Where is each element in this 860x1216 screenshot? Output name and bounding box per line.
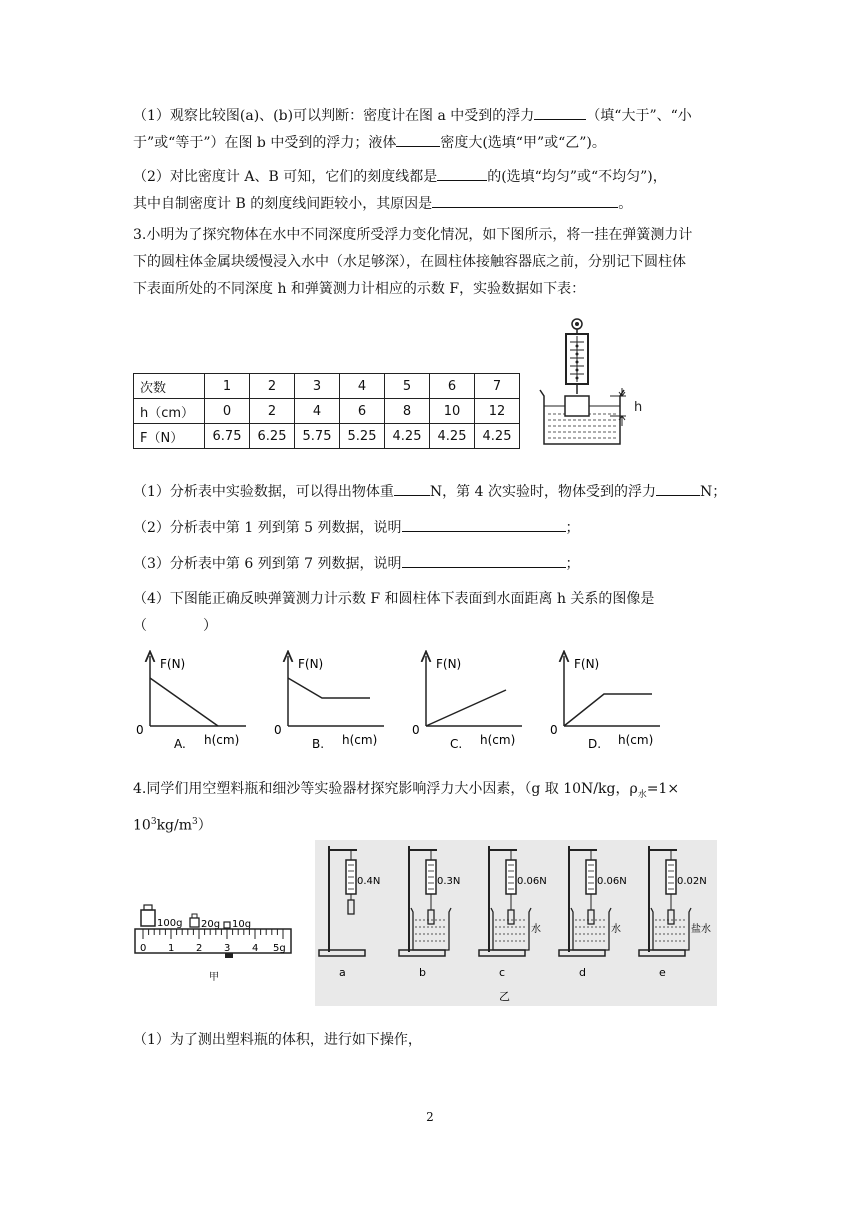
liquid-label: 水	[531, 924, 541, 935]
setup-letter: a	[339, 966, 346, 979]
q3-sub2-text: （2）分析表中第 1 列到第 5 列数据，说明	[133, 520, 402, 536]
graph-b-origin: 0	[274, 723, 282, 737]
q2-p1-text-c: 于”或“等于”）在图 b 中受到的浮力；液体	[133, 135, 397, 151]
graph-d-line	[564, 694, 652, 726]
weight-100g	[141, 910, 155, 926]
graph-a-origin: 0	[136, 723, 144, 737]
answer-blank[interactable]	[402, 516, 566, 532]
table-cell: 2	[250, 399, 295, 424]
table-cell: 0	[205, 399, 250, 424]
weight-20g	[190, 918, 199, 927]
table-header-cell: 4	[340, 374, 385, 399]
table-cell: 4.25	[430, 424, 475, 449]
balance-figure	[133, 896, 295, 988]
table-header-cell: 2	[250, 374, 295, 399]
q3-sub1	[133, 479, 743, 506]
answer-blank[interactable]	[394, 480, 430, 496]
liquid-label: 水	[611, 924, 621, 935]
liquid-label: 盐水	[691, 924, 711, 935]
q3-sub4-choice: （ ）	[133, 618, 217, 634]
graph-c-letter: C.	[450, 737, 463, 751]
table-header-cell: 1	[205, 374, 250, 399]
q4-line-2c: ）	[197, 817, 212, 834]
graph-c-ylabel: F(N)	[436, 657, 462, 671]
answer-blank[interactable]	[432, 192, 618, 208]
q2-p1-text-b: （填“大于”、“小	[586, 108, 692, 124]
table-cell: 4	[295, 399, 340, 424]
q4-sub1-text: （1）为了测出塑料瓶的体积，进行如下操作，	[133, 1032, 422, 1048]
graph-a	[136, 656, 246, 751]
q2-p2-text-c: 其中自制密度计 B 的刻度线间距较小，其原因是	[133, 196, 433, 212]
table-cell: 10	[430, 399, 475, 424]
answer-blank[interactable]	[437, 165, 487, 181]
q4-sub1	[133, 1027, 733, 1054]
q3-sub3	[133, 551, 733, 578]
answer-blank[interactable]	[534, 104, 586, 120]
graph-b-xlabel: h(cm)	[342, 733, 378, 747]
q3-sub4	[133, 586, 733, 640]
table-header-cell: 7	[475, 374, 520, 399]
q4-line-1-end: =1×	[646, 781, 680, 797]
setup-letter: e	[659, 966, 666, 979]
table-cell: 5.25	[340, 424, 385, 449]
answer-blank[interactable]	[396, 131, 440, 147]
q3-sub1-text-a: （1）分析表中实验数据，可以得出物体重	[133, 484, 394, 500]
table-row	[134, 399, 520, 424]
scale-reading: 0.3N	[437, 876, 461, 887]
table-cell: 6.25	[250, 424, 295, 449]
q4-line-2b: kg/m	[156, 817, 192, 834]
scale-label: 4	[252, 943, 259, 954]
q3-line-2: 下的圆柱体金属块缓慢浸入水中（水足够深），在圆柱体接触容器底之前，分别记下圆柱体	[133, 254, 686, 270]
graph-c-line	[426, 690, 506, 726]
q4-line-1: 4.同学们用空塑料瓶和细沙等实验器材探究影响浮力大小因素，（g 取 10N/kg，ρ	[133, 781, 638, 797]
graph-a-letter: A.	[174, 737, 186, 751]
table-cell: 6.75	[205, 424, 250, 449]
q3-sub4-text: （4）下图能正确反映弹簧测力计示数 F 和圆柱体下表面到水面距离 h 关系的图像是	[133, 591, 655, 607]
graph-a-ylabel: F(N)	[160, 657, 186, 671]
graph-d-letter: D.	[588, 737, 602, 751]
table-cell: 4.25	[385, 424, 430, 449]
graph-c-xlabel: h(cm)	[480, 733, 516, 747]
page-number: 2	[426, 1110, 434, 1124]
q2-p1-text-a: （1）观察比较图(a)、(b)可以判断：密度计在图 a 中受到的浮力	[133, 108, 535, 124]
scale-reading: 0.4N	[357, 876, 381, 887]
q2-p2-text-b: 的(选填“均匀”或“不均匀”)，	[487, 169, 667, 185]
weight-10g	[224, 922, 230, 928]
rho-subscript: 水	[637, 789, 647, 800]
scale-label: 1	[168, 943, 175, 954]
setup-letter: d	[579, 966, 586, 979]
scale-label: 0	[140, 943, 147, 954]
q2-p2-text-d: 。	[618, 196, 633, 212]
q3-line-3: 下表面所处的不同深度 h 和弹簧测力计相应的示数 F，实验数据如下表：	[133, 281, 586, 297]
table-row	[134, 374, 520, 399]
spring-scale-figure	[530, 316, 660, 452]
graph-b-letter: B.	[312, 737, 325, 751]
graph-c	[412, 656, 522, 751]
q2-p2-text-a: （2）对比密度计 A、B 可知，它们的刻度线都是	[133, 169, 438, 185]
q3-sub2	[133, 515, 733, 542]
graph-d-xlabel: h(cm)	[618, 733, 654, 747]
table-cell: 6	[340, 399, 385, 424]
weight-10g-label: 10g	[232, 919, 252, 930]
setup-letter: b	[419, 966, 426, 979]
q3-sub2-end: ；	[565, 520, 580, 536]
graph-a-line	[150, 678, 218, 726]
graph-d-origin: 0	[550, 723, 558, 737]
table-cell: h（cm）	[134, 399, 205, 424]
table-cell: 8	[385, 399, 430, 424]
graph-d	[550, 656, 660, 751]
answer-blank[interactable]	[402, 552, 566, 568]
table-cell: 4.25	[475, 424, 520, 449]
q3-sub3-end: ；	[565, 556, 580, 572]
graph-c-origin: 0	[412, 723, 420, 737]
scale-reading: 0.06N	[597, 876, 627, 887]
scale-label: 2	[196, 943, 203, 954]
scale-label: 5g	[273, 943, 286, 954]
weight-20g-label: 20g	[201, 919, 221, 930]
table-header-cell: 5	[385, 374, 430, 399]
q3-sub1-text-b: N，第 4 次实验时，物体受到的浮力	[429, 484, 656, 500]
graph-options	[128, 650, 688, 758]
q2-part2	[133, 164, 733, 218]
q3-sub1-text-c: N；	[699, 484, 727, 500]
q4-sup-2: 3	[192, 816, 198, 827]
scale-ruler	[135, 929, 291, 953]
graph-b-line	[288, 678, 370, 698]
balance-figure-label: 甲	[209, 972, 219, 983]
q3-data-table	[133, 373, 520, 449]
scale-reading: 0.02N	[677, 876, 707, 887]
q3-intro	[133, 222, 733, 303]
table-cell: F（N）	[134, 424, 205, 449]
table-row	[134, 424, 520, 449]
q2-part1	[133, 103, 733, 157]
table-header-cell: 6	[430, 374, 475, 399]
scale-label: 3	[224, 943, 231, 954]
apparatus-figure-label: 乙	[499, 990, 510, 1003]
table-header-cell: 3	[295, 374, 340, 399]
graph-a-xlabel: h(cm)	[204, 733, 240, 747]
answer-blank[interactable]	[656, 480, 700, 496]
q4-line-2a: 10	[133, 817, 151, 834]
graph-d-ylabel: F(N)	[574, 657, 600, 671]
q3-line-1: 3.小明为了探究物体在水中不同深度所受浮力变化情况，如下图所示，将一挂在弹簧测力计	[133, 227, 693, 243]
graph-b-ylabel: F(N)	[298, 657, 324, 671]
graph-b	[274, 656, 384, 751]
h-label: h	[634, 400, 643, 415]
q3-sub3-text: （3）分析表中第 6 列到第 7 列数据，说明	[133, 556, 402, 572]
setup-letter: c	[499, 966, 506, 979]
q4-intro	[133, 776, 743, 839]
weight-100g-label: 100g	[157, 918, 183, 929]
table-cell: 5.75	[295, 424, 340, 449]
q4-sup-1: 3	[150, 816, 157, 827]
table-header-cell: 次数	[134, 374, 205, 399]
scale-reading: 0.06N	[517, 876, 547, 887]
table-cell: 12	[475, 399, 520, 424]
apparatus-figure	[315, 840, 717, 1006]
q2-p1-text-d: 密度大(选填“甲”或“乙”)。	[440, 135, 606, 151]
